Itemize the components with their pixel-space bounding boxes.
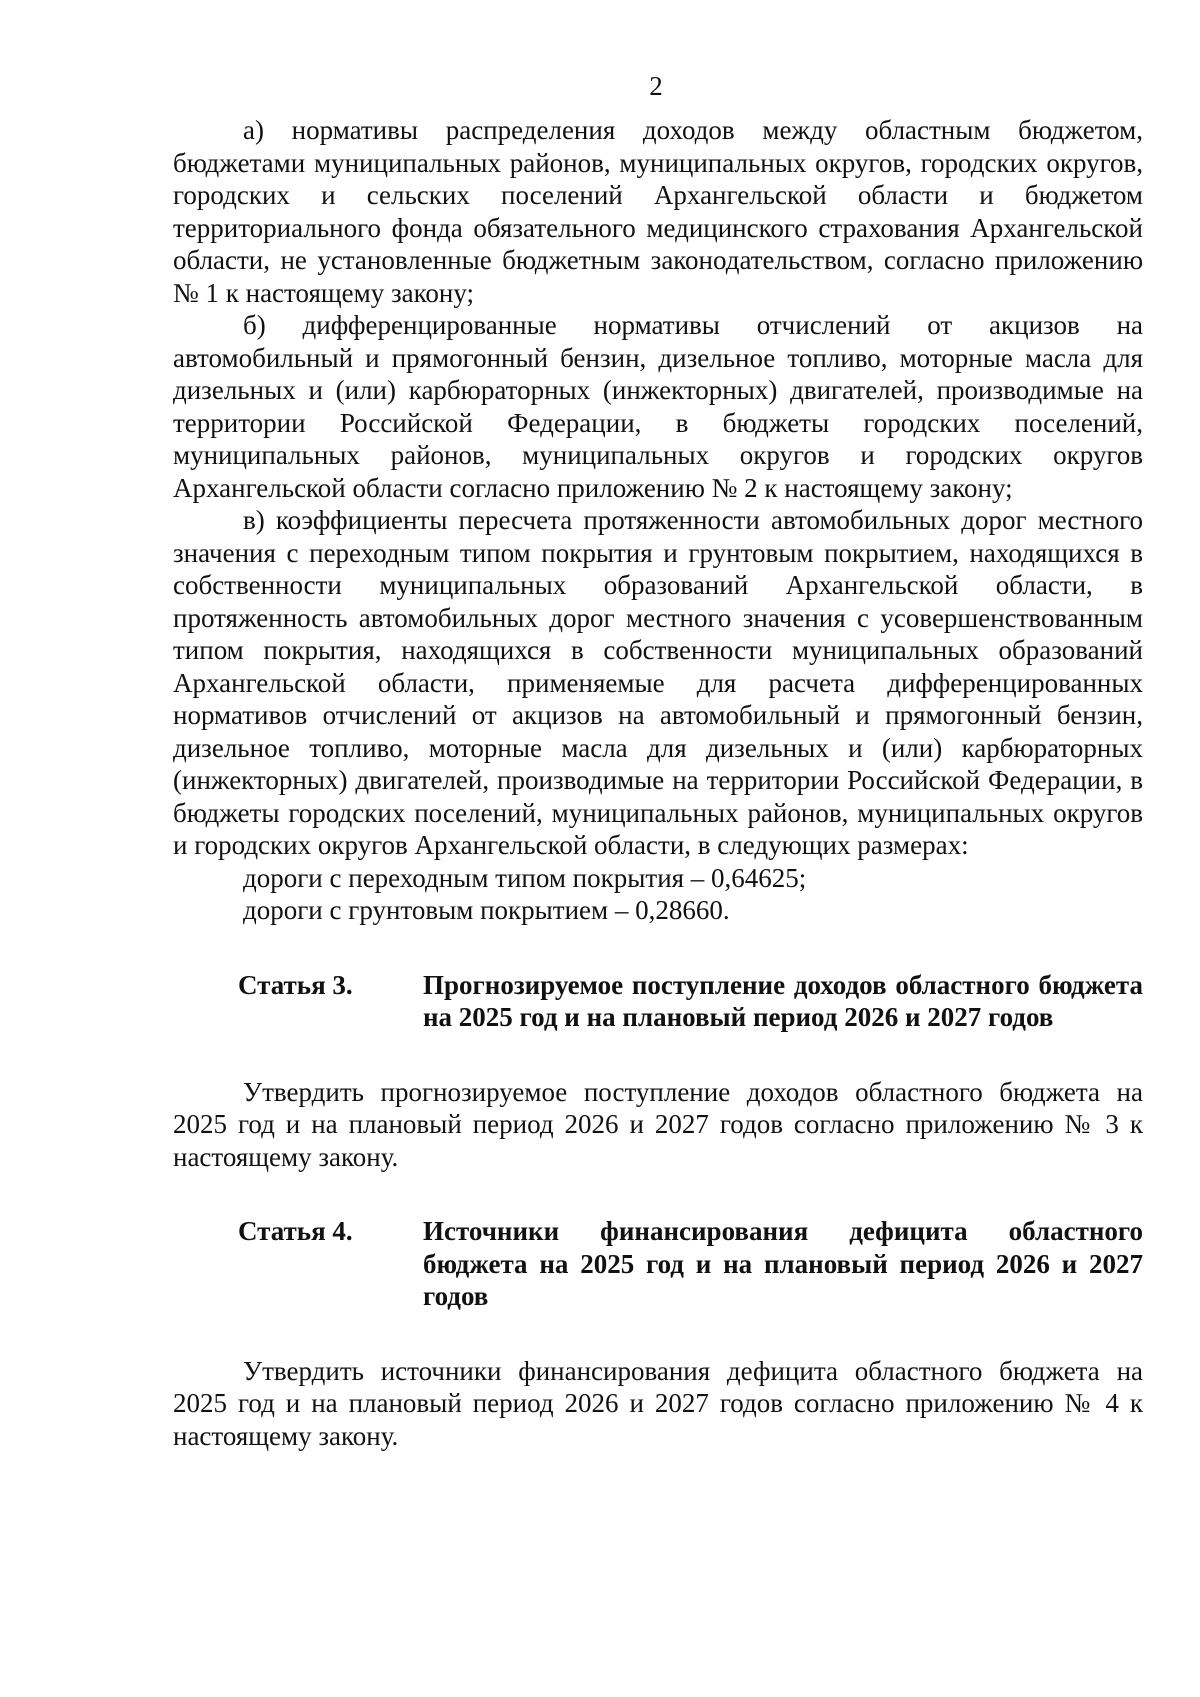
spacer <box>173 927 1143 969</box>
article-4-text: Утвердить источники финансирования дефицита областного бюджета на 2025 год и на плановый период 2026 и 2027 годов согласно приложению № 4 к настоящему закону. <box>173 1355 1143 1451</box>
article-3-number: Статья 3. <box>238 969 353 1000</box>
article-3-heading <box>173 969 1143 1034</box>
paragraph-a: а) нормативы распределения доходов между областным бюджетом, бюджетами муниципальных районов, муниципальных округов, городских округов, городских и сельских поселений Архангельской области и бюджетом территориального фонда обязательного медицинского страхования Архангельской области, не установленные бюджетным законодательством, согласно приложению № 1 к настоящему закону; <box>173 115 1143 308</box>
roads-ground-coefficient: дороги с грунтовым покрытием – 0,28660. <box>243 895 730 925</box>
spacer <box>173 1313 1143 1355</box>
paragraph-b: б) дифференцированные нормативы отчислений от акцизов на автомобильный и прямогонный бензин, дизельное топливо, моторные масла для дизельных и (или) карбюраторных (инжекторных) двигателей, производимые на территории Российской Федерации, в бюджеты городских поселений, муниципальных районов, муниципальных округов и городских округов Архангельской области согласно приложению № 2 к настоящему закону; <box>173 310 1143 503</box>
page-number: 2 <box>649 71 663 101</box>
paragraph-v: в) коэффициенты пересчета протяженности автомобильных дорог местного значения с переходным типом покрытия и грунтовым покрытием, находящихся в собственности муниципальных образований Архангельской области, в протяженность автомобильных дорог местного значения с усовершенствованным типом покрытия, находящихся в собственности муниципальных образований Архангельской области, применяемые для расчета дифференцированных нормативов отчислений от акцизов на автомобильный и прямогонный бензин, дизельное топливо, моторные масла для дизельных и (или) карбюраторных (инжекторных) двигателей, производимые на территории Российской Федерации, в бюджеты городских поселений, муниципальных районов, муниципальных округов и городских округов Архангельской области, в следующих размерах: <box>173 505 1143 860</box>
article-4-title: Источники финансирования дефицита областного бюджета на 2025 год и на плановый период 2026 и 2027 годов <box>423 1216 1143 1311</box>
article-3-title: Прогнозируемое поступление доходов областного бюджета на 2025 год и на плановый период 2026 и 2027 годов <box>423 969 1143 1032</box>
article-4-number: Статья 4. <box>238 1216 353 1246</box>
roads-transitional-coefficient: дороги с переходным типом покрытия – 0,64625; <box>243 862 807 893</box>
spacer <box>173 1034 1143 1076</box>
spacer <box>173 1173 1143 1215</box>
article-3-text: Утвердить прогнозируемое поступление доходов областного бюджета на 2025 год и на плановый период 2026 и 2027 годов согласно приложению № 3 к настоящему закону. <box>173 1076 1143 1172</box>
article-4-heading <box>173 1215 1143 1313</box>
document-body <box>173 114 1143 1452</box>
